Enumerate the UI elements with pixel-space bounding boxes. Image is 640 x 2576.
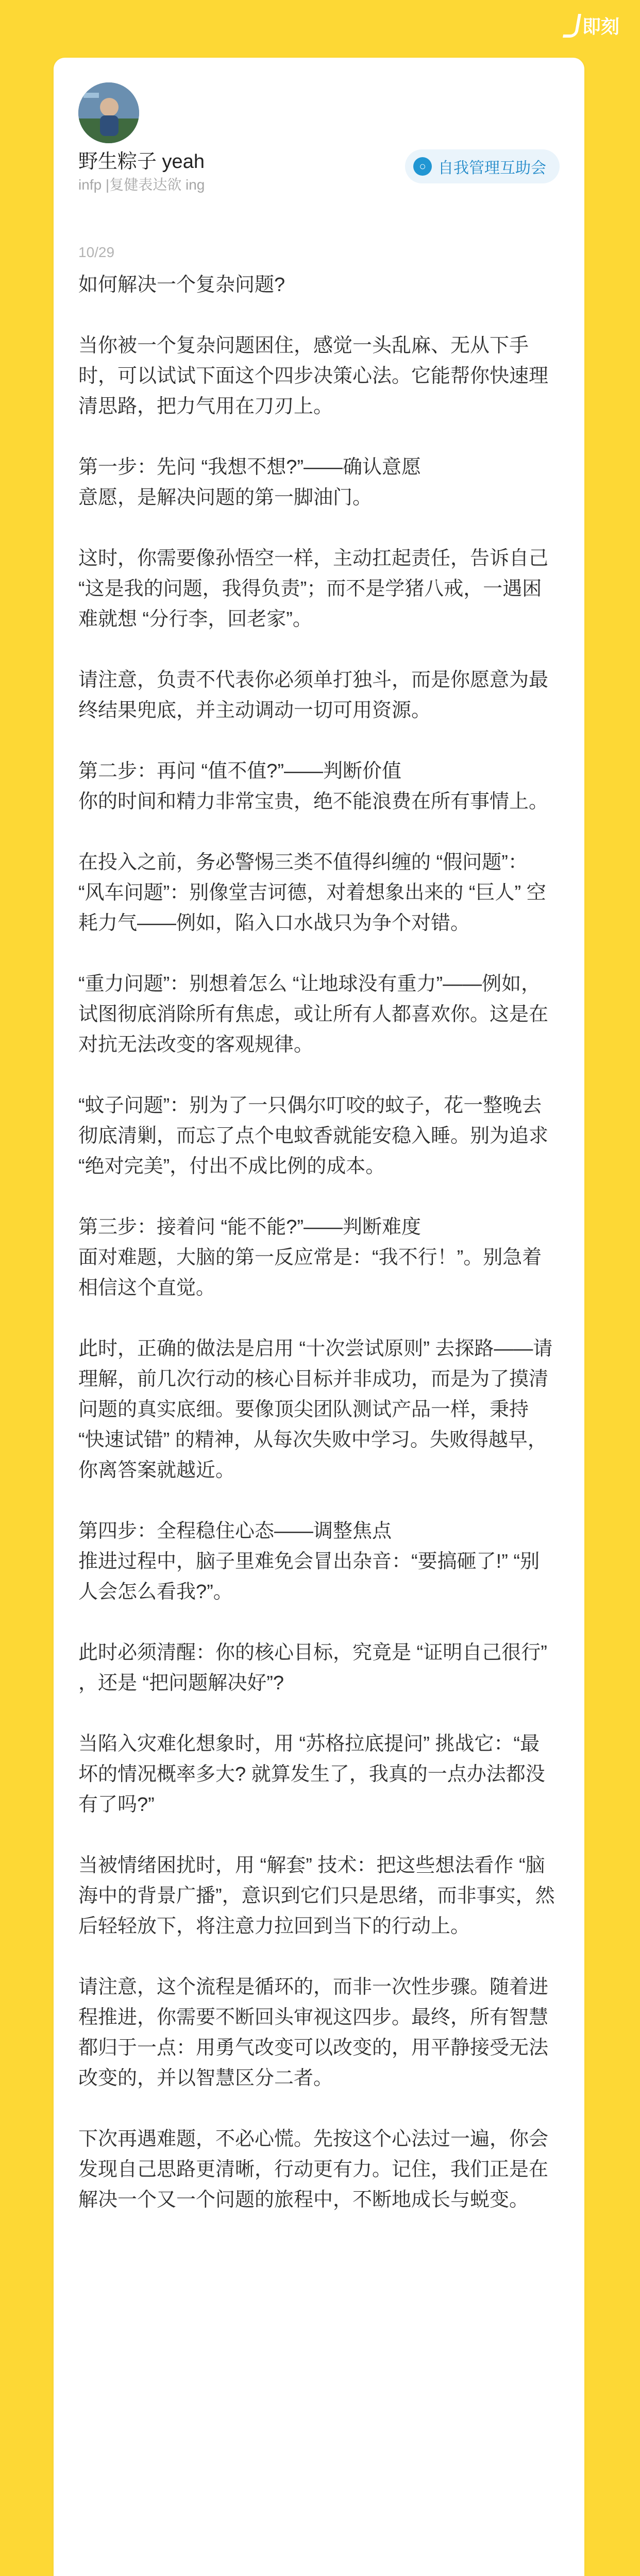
post-paragraph: “蚊子问题”：别为了一只偶尔叮咬的蚊子，花一整晚去彻底清剿，而忘了点个电蚊香就能安稳入睡。别为追求 “绝对完美”，付出不成比例的成本。: [78, 1095, 554, 1177]
top-brand-name: 即刻: [582, 16, 619, 37]
post-body: [78, 270, 558, 2246]
post-paragraph: 这时，你需要像孙悟空一样，主动扛起责任，告诉自己 “这是我的问题，我得负责”；而不是学猪八戒，一遇困难就想 “分行李，回老家”。: [78, 548, 554, 630]
post-paragraph: “重力问题”：别想着怎么 “让地球没有重力”——例如，试图彻底消除所有焦虑，或让所有人都喜欢你。这是在对抗无法改变的客观规律。: [78, 973, 549, 1056]
post-paragraph: 在投入之前，务必警惕三类不值得纠缠的 “假问题”： “风车问题”：别像堂吉诃德，对着想象出来的 “巨人” 空耗力气——例如，陷入口水战只为争个对错。: [78, 852, 546, 934]
post-card: [54, 58, 584, 2576]
post-paragraph: 第三步：接着问 “能不能?”——判断难度 面对难题，大脑的第一反应常是：“我不行！”。别急着相信这个直觉。: [78, 1216, 542, 1299]
post-paragraph: 第一步：先问 “我想不想?”——确认意愿 意愿，是解决问题的第一脚油门。: [78, 456, 422, 509]
topic-label: 自我管理互助会: [438, 160, 546, 177]
jike-logo-icon: [563, 14, 581, 38]
post-paragraph: 第四步：全程稳住心态——调整焦点 推进过程中，脑子里难免会冒出杂音：“要搞砸了!” “别人会怎么看我?”。: [78, 1520, 540, 1603]
avatar[interactable]: [78, 82, 139, 143]
top-brand-logo: [565, 12, 619, 39]
post-paragraph: 此时，正确的做法是启用 “十次尝试原则” 去探路——请理解，前几次行动的核心目标并非成功，而是为了摸清问题的真实底细。要像顶尖团队测试产品一样，秉持 “快速试错” 的精神，从每次失败中学习。失败得越早，你离答案就越近。: [78, 1338, 553, 1481]
post-paragraph: 当被情绪困扰时，用 “解套” 技术：把这些想法看作 “脑海中的背景广播”，意识到它们只是思绪，而非事实，然后轻轻放下，将注意力拉回到当下的行动上。: [78, 1855, 555, 1937]
avatar-photo: [78, 82, 139, 143]
post-paragraph: 请注意，这个流程是循环的，而非一次性步骤。随着进程推进，你需要不断回头审视这四步。最终，所有智慧都归于一点：用勇气改变可以改变的，用平静接受无法改变的，并以智慧区分二者。: [78, 1976, 549, 2089]
post-date: 10/29: [78, 244, 115, 260]
post-paragraph: 当你被一个复杂问题困住，感觉一头乱麻、无从下手时，可以试试下面这个四步决策心法。它能帮你快速理清思路，把力气用在刀刃上。: [78, 335, 549, 417]
post-paragraph: 当陷入灾难化想象时，用 “苏格拉底提问” 挑战它：“最坏的情况概率多大? 就算发生了，我真的一点办法都没有了吗?”: [78, 1733, 545, 1816]
post-paragraph: 此时必须清醒：你的核心目标，究竟是 “证明自己很行” ，还是 “把问题解决好”?: [78, 1642, 553, 1694]
post-paragraph: 下次再遇难题，不必心慌。先按这个心法过一遍，你会发现自己思路更清晰，行动更有力。记住，我们正是在解决一个又一个问题的旅程中，不断地成长与蜕变。: [78, 2128, 549, 2211]
post-paragraph: 请注意，负责不代表你必须单打独斗，而是你愿意为最终结果兜底，并主动调动一切可用资源。: [78, 669, 549, 721]
post-title: 如何解决一个复杂问题?: [78, 274, 285, 296]
author-name[interactable]: 野生粽子 yeah: [78, 151, 205, 173]
author-bio: infp |复健表达欲 ing: [78, 177, 205, 193]
post-paragraph: 第二步：再问 “值不值?”——判断价值 你的时间和精力非常宝贵，绝不能浪费在所有事情上。: [78, 760, 549, 812]
topic-circle-icon: ○: [413, 157, 432, 176]
post-header: [78, 78, 560, 193]
topic-chip[interactable]: [405, 149, 560, 183]
